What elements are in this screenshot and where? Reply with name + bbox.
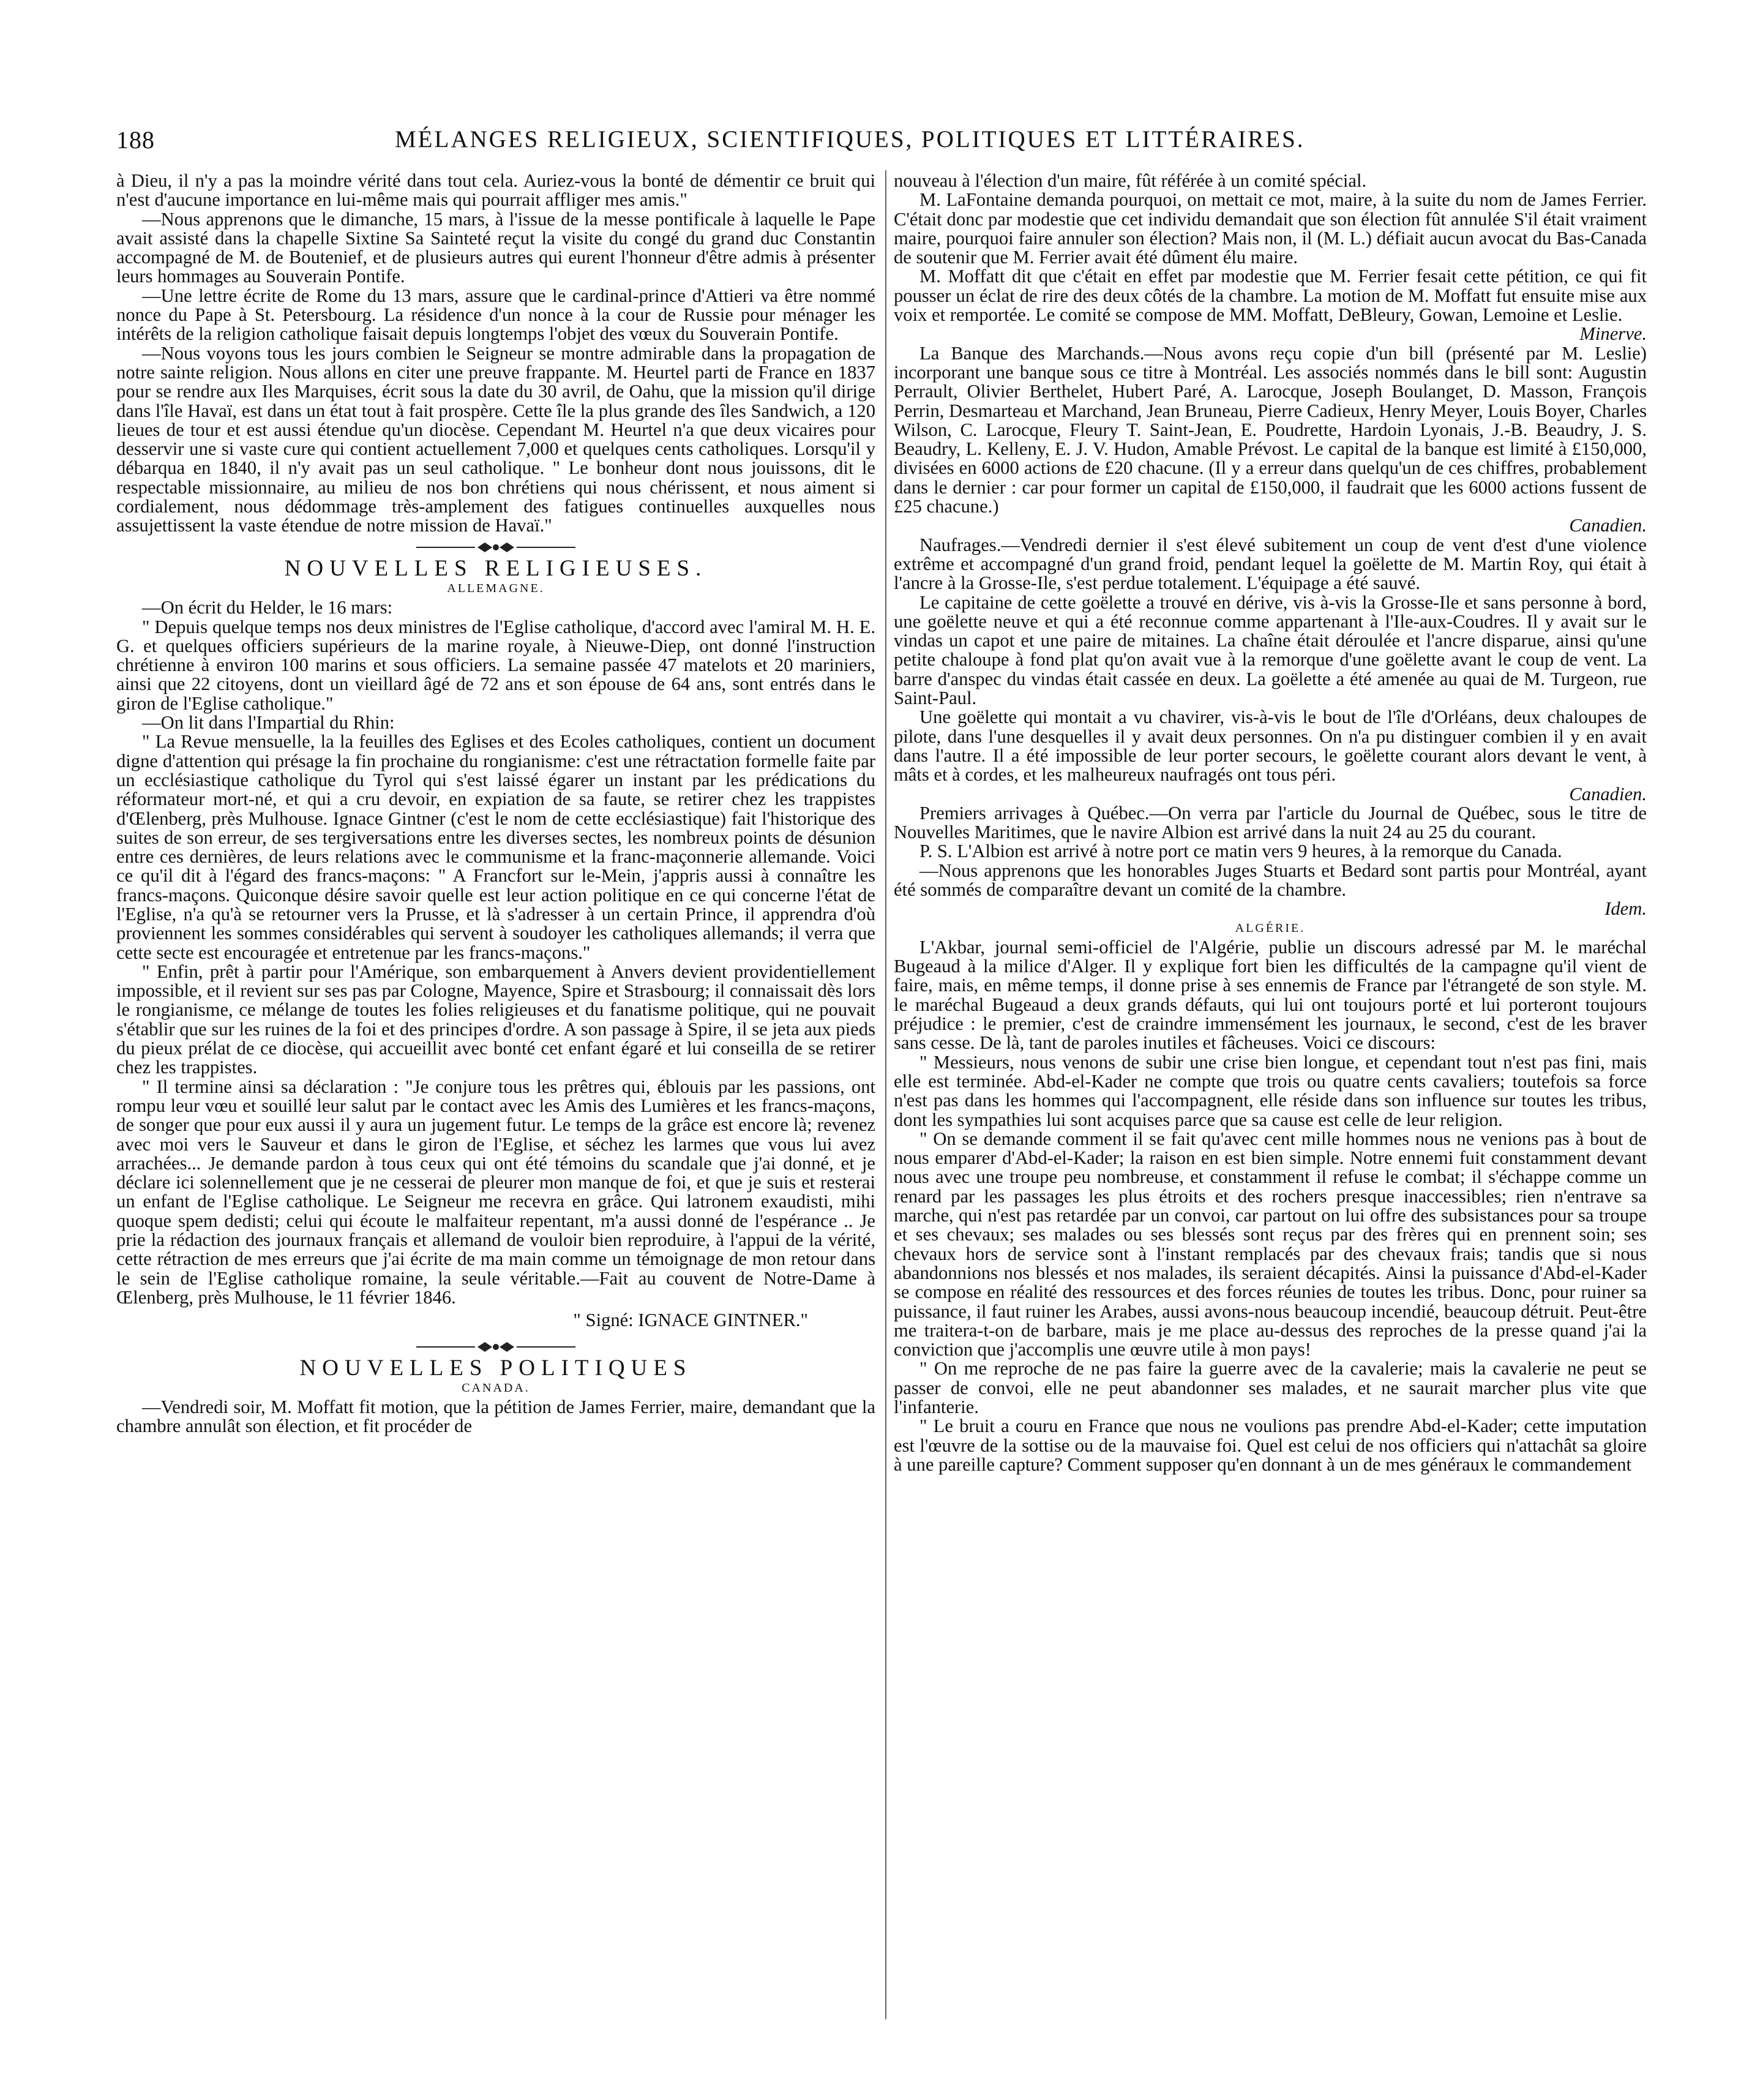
article-paragraph: " Il termine ainsi sa déclaration : "Je conjure tous les prêtres qui, éblouis par les passions, ont rompu leur vœu et souillé leur salut par le contact avec les Amis des Lumières et les francs-maçons, de songer que pour eux aussi il y aura un jugement futur. Le temps de la grâce est encore là; revenez avec moi vers le Sauveur et dans le giron de l'Eglise, et séchez les larmes que vous lui avez arrachées... Je demande pardon à tous ceux qui ont été témoins du scandale que j'ai donné, et je déclare ici solennellement que je ne cesserai de pleurer mon manque de foi, et que je suis et resterai un enfant de l'Eglise catholique. Le Seigneur me recevra en grâce. Qui latronem exaudisti, mihi quoque spem dedisti; celui qui écoute le malfaiteur repentant, m'a aussi donné de l'espérance .. Je prie la rédaction des journaux français et allemand de vouloir bien reproduire, à l'appui de la vérité, cette rétraction de mes erreurs que j'ai écrite de ma main comme un témoignage de mon retour dans le sein de l'Eglise catholique romaine, la seule véritable.—Fait au couvent de Notre-Dame à Œlenberg, près Mulhouse, le 11 février 1846.: [116, 1076, 875, 1308]
section-title: NOUVELLES POLITIQUES: [299, 1355, 692, 1381]
article-paragraph: —Une lettre écrite de Rome du 13 mars, assure que le cardinal-prince d'Attieri va être nommé nonce du Pape à St. Petersbourg. La résidence d'un nonce à la cour de Russie pour ménager les intérêts de la religion catholique faisait depuis longtemps l'objet des vœux du Souverain Pontife.: [116, 285, 875, 345]
article-paragraph: nouveau à l'élection d'un maire, fût référée à un comité spécial.: [894, 170, 1367, 191]
source-credit: Canadien.: [1569, 515, 1647, 536]
page-number: 188: [116, 126, 155, 154]
article-paragraph: Premiers arrivages à Québec.—On verra par l'article du Journal de Québec, sous le titre de Nouvelles Maritimes, que le navire Albion est arrivé dans la nuit 24 au 25 du courant.: [894, 802, 1647, 843]
section-country: ALLEMAGNE.: [447, 581, 545, 595]
right-column: [894, 171, 1647, 1474]
article-paragraph: P. S. L'Albion est arrivé à notre port ce matin vers 9 heures, à la remorque du Canada.: [919, 841, 1562, 862]
article-paragraph: Une goëlette qui montait a vu chavirer, vis-à-vis le bout de l'île d'Orléans, deux chaloupes de pilote, dans l'une desquelles il y avait deux personnes. On n'a pu distinguer combien il y en avait dans l'autre. Il a été impossible de leur porter secours, le goëlette courant alors devant le vent, à mâts et à cordes, et les malheureux naufragés ont tous péri.: [894, 707, 1647, 786]
article-paragraph: " On se demande comment il se fait qu'avec cent mille hommes nous ne venions pas à bout de nous emparer d'Abd-el-Kader; la raison en est bien simple. Notre ennemi fuit constamment devant nous avec une troupe peu nombreuse, et constamment il refuse le combat; il s'échappe comme un renard par les passages les plus étroits et des rochers presque inaccessibles; rien n'entrave sa marche, qui n'est pas retardée par un convoi, car partout on lui offre des subsistances pour sa troupe et ses chevaux; ses malades ou ses blessés sont reçus par des frères qui en prennent soin; ses chevaux hors de service sont à l'instant remplacés par des chevaux frais; tandis que si nous abandonnions nos blessés et nos malades, ils seraient décapités. Ainsi la puissance d'Abd-el-Kader se compose en réalité des ressources et des forces réunies de toutes les tribus. Donc, pour ruiner sa puissance, il faut ruiner les Arabes, aussi avons-nous beaucoup incendié, beaucoup détruit. Peut-être me traitera-t-on de barbare, mais je me place au-dessus des reproches de la presse quand j'ai la conviction que j'accomplis une œuvre utile à mon pays!: [894, 1128, 1647, 1360]
article-paragraph: " On me reproche de ne pas faire la guerre avec de la cavalerie; mais la cavalerie ne peut se passer de convoi, elle ne peut abandonner ses malades, et ne saurait marcher plus vite que l'infanterie.: [894, 1358, 1647, 1417]
signature: " Signé: IGNACE GINTNER.": [573, 1310, 808, 1331]
running-title: MÉLANGES RELIGIEUX, SCIENTIFIQUES, POLITIQUES ET LITTÉRAIRES.: [395, 126, 1305, 152]
article-paragraph: " La Revue mensuelle, la la feuilles des Eglises et des Ecoles catholiques, contient un document digne d'attention qui présage la fin prochaine du rongianisme: c'est une rétractation formelle faite par un ecclésiastique catholique du Tyrol qui s'est laissé égarer un instant par les prédications du réformateur mort-né, et qui a cru devoir, en expiation de sa faute, se retirer chez les trappistes d'Œlenberg, près Mulhouse. Ignace Gintner (c'est le nom de cette ecclésiastique) fait l'historique des suites de son erreur, de ses tergiversations entre les diverses sectes, les nombreux points de désunion entre ces dernières, de leurs relations avec le communisme et la franc-maçonnerie allemande. Voici ce qu'il dit à l'égard des francs-maçons: " A Francfort sur le-Mein, j'appris aussi à connaître les francs-maçons. Quiconque désire savoir quelle est leur action politique en ce qui concerne l'état de l'Eglise, n'a qu'à se retourner vers la Prusse, et là s'adresser à un certain Prince, il apprendra d'où proviennent les sommes considérables qui servent à soudoyer les catholiques allemands; il verra que cette secte est encouragée et entretenue par les francs-maçons.": [116, 731, 875, 963]
article-paragraph: —On lit dans l'Impartial du Rhin:: [142, 712, 395, 733]
article-paragraph: —Nous apprenons que les honorables Juges Stuarts et Bedard sont partis pour Montréal, ayant été sommés de comparaître devant un comité de la chambre.: [894, 860, 1647, 900]
ornament-divider: [116, 1339, 875, 1355]
article-paragraph: à Dieu, il n'y a pas la moindre vérité dans tout cela. Auriez-vous la bonté de démentir ce bruit qui n'est d'aucune importance en lui-même mais qui pourrait affliger mes amis.": [116, 170, 875, 211]
article-paragraph: M. LaFontaine demanda pourquoi, on mettait ce mot, maire, à la suite du nom de James Ferrier. C'était donc par modestie que cet individu demandait que son élection fût annulée S'il était vraiment maire, pourquoi faire annuler son élection? Mais non, il (M. L.) défiait aucun avocat du Bas-Canada de soutenir que M. Ferrier avait été dûment élu maire.: [894, 189, 1647, 268]
article-paragraph: Le capitaine de cette goëlette a trouvé en dérive, vis à-vis la Grosse-Ile et sans personne à bord, une goëlette neuve et qui a été reconnue comme appartenant à l'Ile-aux-Coudres. Il y avait sur le vindas un capot et une paire de mitaines. La chaîne était déroulée et l'ancre disparue, ainsi qu'une petite chaloupe à fond plat qu'on avait vue à la remorque d'une goëlette avant le coup de vent. La barre d'anspec du vindas était cassée en deux. La goëlette a été amenée au quai de M. Turgeon, rue Saint-Paul.: [894, 591, 1647, 709]
left-column: [116, 171, 875, 1436]
article-paragraph: —Nous apprenons que le dimanche, 15 mars, à l'issue de la messe pontificale à laquelle le Pape avait assisté dans la chapelle Sixtine Sa Sainteté reçut la visite du congé du grand duc Constantin accompagné de M. de Boutenief, et de plusieurs autres qui eurent l'honneur d'être admis à présenter leurs hommages au Souverain Pontife.: [116, 208, 875, 287]
section-title: NOUVELLES RELIGIEUSES.: [284, 555, 708, 581]
article-paragraph: Naufrages.—Vendredi dernier il s'est élevé subitement un coup de vent d'est d'une violence extrême et accompagné d'un grand froid, pendant lequel la goëlette de M. Martin Roy, qui était à l'ancre à la Grosse-Ile, s'est perdue totalement. L'équipage a été sauvé.: [894, 534, 1647, 594]
ornament-divider: [116, 539, 875, 555]
article-paragraph: M. Moffatt dit que c'était en effet par modestie que M. Ferrier fesait cette pétition, ce qui fit pousser un éclat de rire des deux côtés de la chambre. La motion de M. Moffatt fut ensuite mise aux voix et remportée. Le comité se compose de MM. Moffatt, DeBleury, Gowan, Lemoine et Leslie.: [894, 266, 1647, 326]
page-header: [116, 126, 1622, 162]
column-divider: [885, 170, 886, 2019]
article-paragraph: L'Akbar, journal semi-officiel de l'Algérie, publie un discours adressé par M. le maréchal Bugeaud à la milice d'Alger. Il y explique fort bien les difficultés de la campagne qu'il vient de faire, mais, en même temps, il donne prise à ses ennemis de France par l'étrangeté de son style. M. le maréchal Bugeaud a deux grands défauts, qui lui ont toujours porté et lui porteront toujours préjudice : le premier, c'est de craindre immensément les journaux, le second, c'est de les braver sans cesse. De là, tant de paroles inutiles et fâcheuses. Voici ce discours:: [894, 936, 1647, 1054]
section-country: CANADA.: [462, 1381, 530, 1395]
article-paragraph: La Banque des Marchands.—Nous avons reçu copie d'un bill (présenté par M. Leslie) incorporant une banque sous ce titre à Montréal. Les associés nommés dans le bill sont: Augustin Perrault, Olivier Berthelet, Hubert Paré, A. Larocque, Joseph Boulanget, D. Masson, François Perrin, Desmarteau et Marchand, Jean Bruneau, Pierre Cadieux, Henry Meyer, Louis Boyer, Charles Wilson, C. Larocque, Fleury T. Saint-Jean, E. Poudrette, Hardoin Lyonais, J.-B. Beaudry, J. S. Beaudry, L. Kelleny, E. J. V. Hudon, Amable Prévost. Le capital de la banque est limité à £150,000, divisées en 6000 actions de £20 chacune. (Il y a erreur dans quelqu'un de ces chiffres, probablement dans le dernier : car pour former un capital de £150,000, il faudrait que les 6000 actions fussent de £25 chacune.): [894, 342, 1647, 517]
article-paragraph: " Depuis quelque temps nos deux ministres de l'Eglise catholique, d'accord avec l'amiral M. H. E. G. et quelques officiers supérieurs de la marine royale, à Nieuwe-Diep, ont donné l'instruction chrétienne à environ 100 marins et sous officiers. La semaine passée 47 matelots et 20 mariniers, ainsi que 22 citoyens, dont un vieillard âgé de 72 ans et son épouse de 64 ans, sont entrés dans le giron de l'Eglise catholique.": [116, 616, 875, 714]
article-paragraph: —On écrit du Helder, le 16 mars:: [142, 597, 393, 618]
source-credit: Canadien.: [1569, 783, 1647, 804]
source-credit: Idem.: [1604, 898, 1647, 920]
section-country: ALGÉRIE.: [1235, 921, 1306, 935]
article-paragraph: —Vendredi soir, M. Moffatt fit motion, que la pétition de James Ferrier, maire, demandant que la chambre annulât son élection, et fit procéder de: [116, 1397, 875, 1437]
article-paragraph: " Enfin, prêt à partir pour l'Amérique, son embarquement à Anvers devient providentiellement impossible, et il revient sur ses pas par Cologne, Mayence, Spire et Strasbourg; il connaissait dès lors le rongianisme, ce mélange de toutes les folies religieuses et du fanatisme politique, qui ne pouvait s'établir que sur les ruines de la foi et des principes d'ordre. A son passage à Spire, il se jeta aux pieds du pieux prélat de ce diocèse, qui accueillit avec bonté cet enfant égaré et lui conseilla de se retirer chez les trappistes.: [116, 961, 875, 1078]
article-paragraph: —Nous voyons tous les jours combien le Seigneur se montre admirable dans la propagation de notre sainte religion. Nous allons en citer une preuve frappante. M. Heurtel parti de France en 1837 pour se rendre aux Iles Marquises, écrit sous la date du 30 avril, de Oahu, que la mission qu'il dirige dans l'île Havaï, est dans un état tout à fait prospère. Cette île la plus grande des îles Sandwich, a 120 lieues de tour et est aussi étendue qu'un diocèse. Cependant M. Heurtel n'a que deux vicaires pour desservir une si vaste cure qui contient actuellement 7,000 et quelques cents catholiques. Lorsqu'il y débarqua en 1840, il n'y avait pas un seul catholique. " Le bonheur dont nous jouissons, dit le respectable missionnaire, au milieu de nos bon chrétiens qui nous chérissent, et nous aiment si cordialement, nous dédommage très-amplement des fatigues continuelles auxquelles nous assujettissent la vaste étendue de notre mission de Havaï.": [116, 342, 875, 536]
article-paragraph: " Messieurs, nous venons de subir une crise bien longue, et cependant tout n'est pas fini, mais elle est terminée. Abd-el-Kader ne compte que trois ou quatre cents cavaliers; toutefois sa force n'est pas dans les hommes qui l'accompagnent, elle réside dans son influence sur toutes les tribus, dont les sympathies lui sont acquises parce que sa cause est celle de leur religion.: [894, 1051, 1647, 1130]
article-paragraph: " Le bruit a couru en France que nous ne voulions pas prendre Abd-el-Kader; cette imputation est l'œuvre de la sottise ou de la mauvaise foi. Quel est celui de nos officiers qui n'attachât sa gloire à une pareille capture? Comment supposer qu'en donnant à un de mes généraux le commandement: [894, 1416, 1647, 1475]
source-credit: Minerve.: [1579, 323, 1647, 345]
